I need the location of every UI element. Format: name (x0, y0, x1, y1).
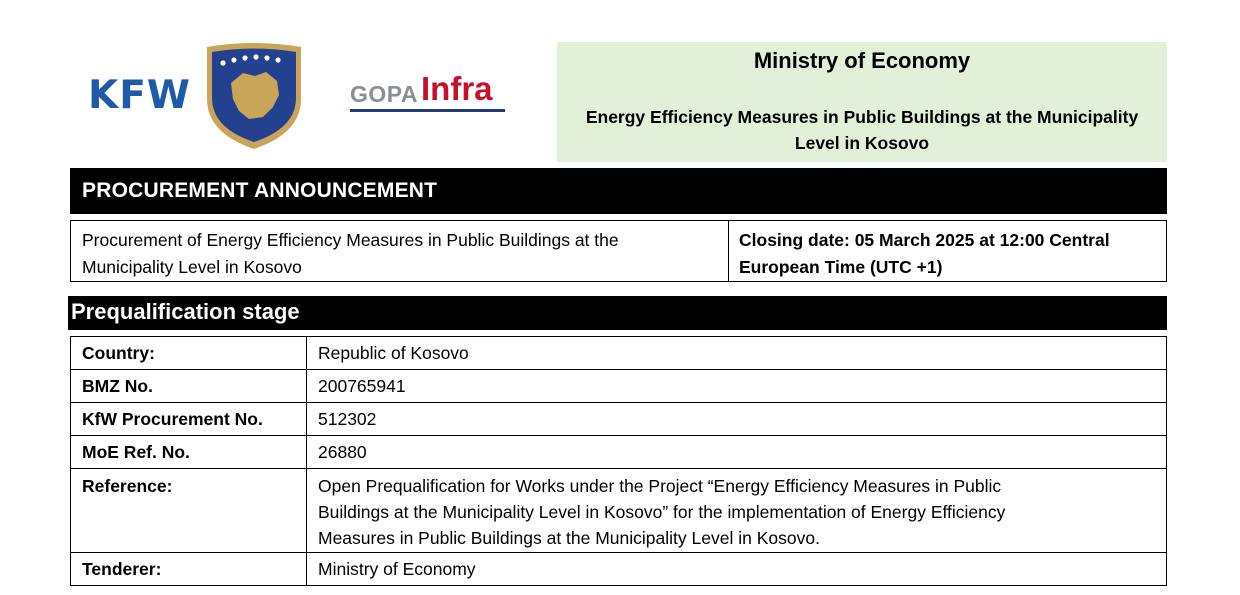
closing-date (729, 221, 1166, 281)
infra-logo-text: Infra (421, 70, 493, 107)
project-title-line1: Energy Efficiency Measures in Public Buildings at the Municipality (585, 107, 1139, 127)
closing-date-line2: European Time (UTC +1) (739, 257, 943, 277)
tenderer-value: Ministry of Economy (307, 553, 1167, 586)
announcement-info-row (70, 220, 1167, 282)
procurement-description-line2: Municipality Level in Kosovo (82, 257, 302, 277)
project-title-line2: Level in Kosovo (794, 133, 930, 153)
prequalification-title: Prequalification stage (71, 299, 300, 324)
procurement-description-line1: Procurement of Energy Efficiency Measures in Public Buildings at the (82, 230, 619, 250)
reference-value-line3: Measures in Public Buildings at the Municipality Level in Kosovo. (318, 528, 820, 548)
kfw-procurement-number-label: KfW Procurement No. (71, 403, 307, 436)
ministry-title: Ministry of Economy (753, 48, 971, 73)
tenderer-label: Tenderer: (71, 553, 307, 586)
kosovo-coat-of-arms-icon (203, 41, 305, 151)
moe-ref-number-label: MoE Ref. No. (71, 436, 307, 469)
reference-value-line2: Buildings at the Municipality Level in Kosovo” for the implementation of Energy Efficiency (318, 502, 1006, 522)
table-row (71, 469, 1167, 553)
kfw-logo (88, 74, 198, 118)
kfw-procurement-number-value: 512302 (307, 403, 1167, 436)
table-row (71, 436, 1167, 469)
prequalification-bar (68, 296, 1167, 330)
reference-value (307, 469, 1167, 553)
table-row (71, 370, 1167, 403)
reference-value-line1: Open Prequalification for Works under the Project “Energy Efficiency Measures in Public (318, 476, 1002, 496)
country-label: Country: (71, 337, 307, 370)
table-row (71, 337, 1167, 370)
closing-date-line1: Closing date: 05 March 2025 at 12:00 Central (739, 230, 1110, 250)
ministry-header (557, 42, 1167, 162)
prequalification-details-table (70, 336, 1167, 586)
gopa-logo-text: GOPA (350, 81, 419, 107)
logo-underline (350, 109, 505, 112)
bmz-number-value: 200765941 (307, 370, 1167, 403)
reference-label: Reference: (71, 469, 307, 553)
announcement-bar (70, 168, 1167, 214)
gopa-infra-logo (350, 72, 510, 116)
bmz-number-label: BMZ No. (71, 370, 307, 403)
procurement-description (71, 221, 729, 281)
announcement-title: PROCUREMENT ANNOUNCEMENT (82, 179, 438, 202)
project-title (567, 104, 1157, 156)
table-row (71, 403, 1167, 436)
moe-ref-number-value: 26880 (307, 436, 1167, 469)
country-value: Republic of Kosovo (307, 337, 1167, 370)
table-row (71, 553, 1167, 586)
kfw-logo-text: KFW (88, 73, 191, 118)
